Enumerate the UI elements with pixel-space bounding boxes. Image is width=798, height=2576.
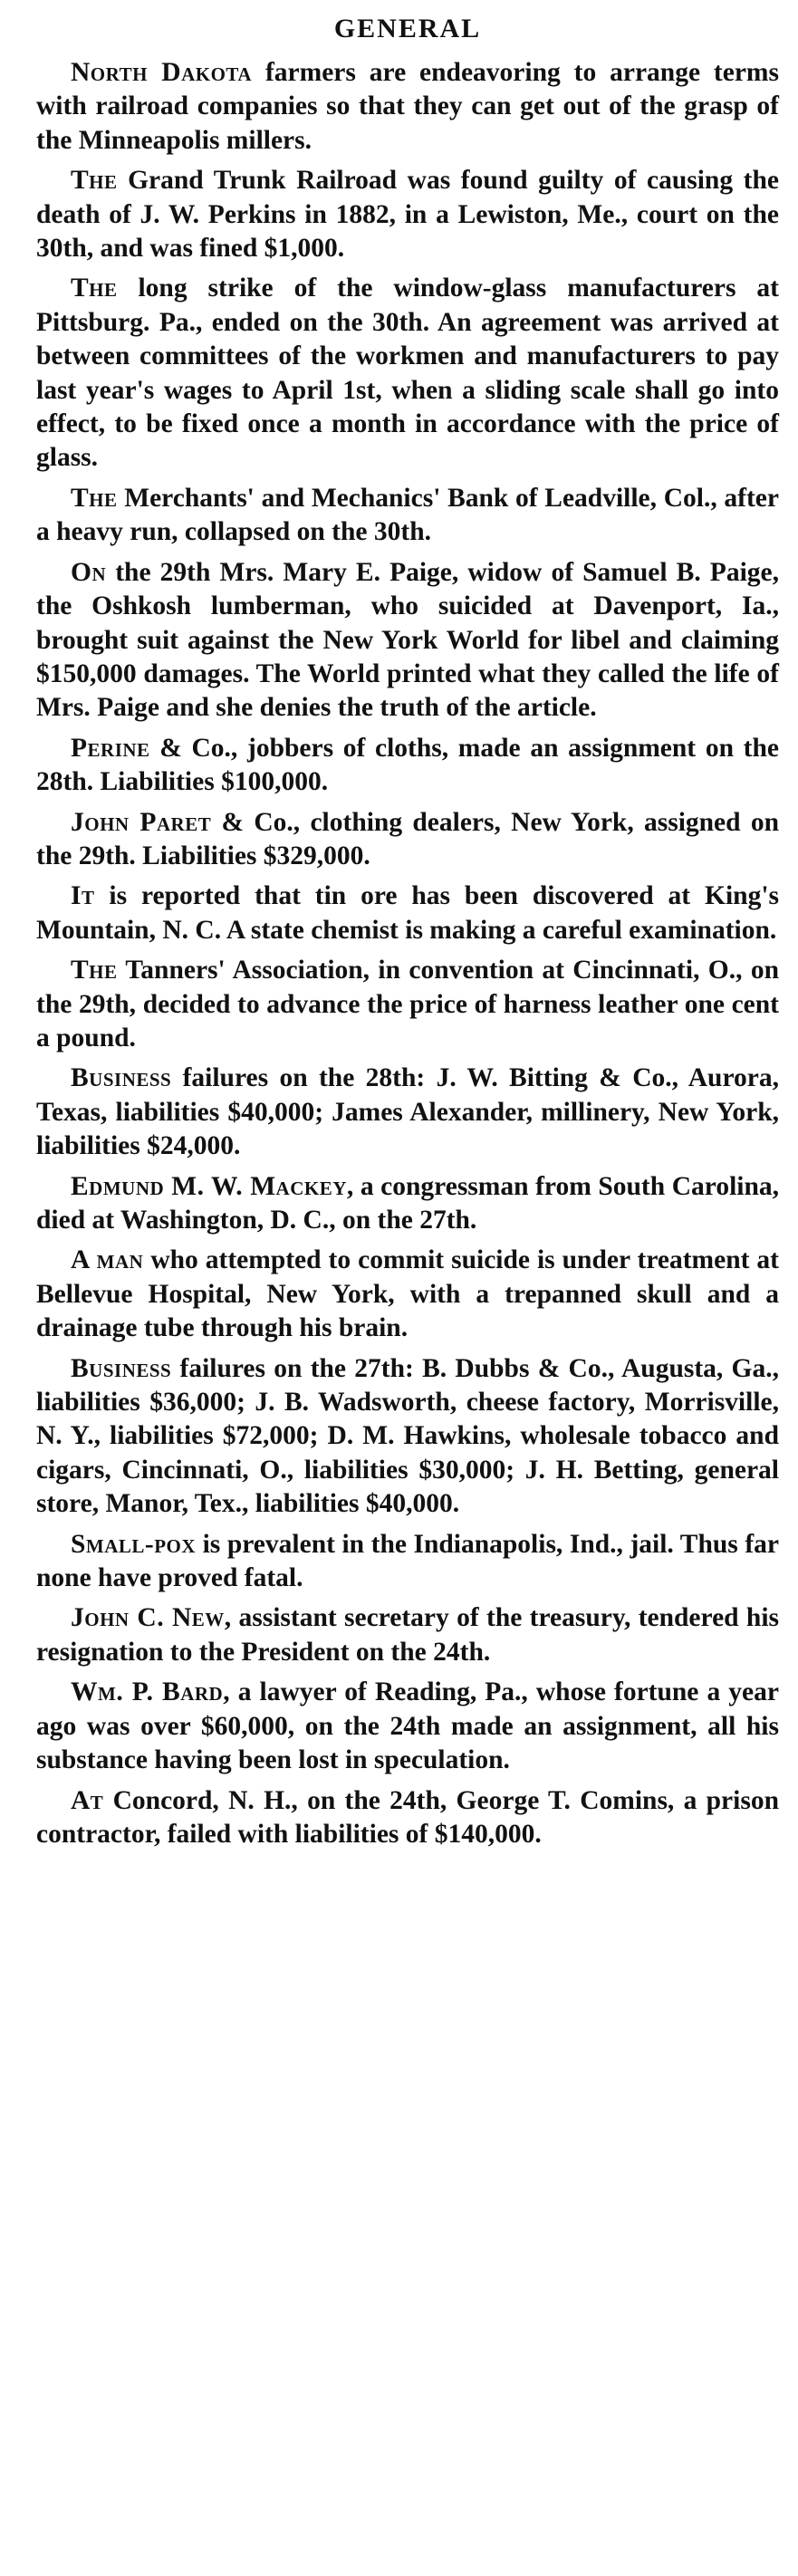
news-item-paige-libel: [36, 556, 779, 726]
news-item-tanners: [36, 954, 779, 1055]
news-column: [36, 13, 779, 1858]
news-item-paret: [36, 806, 779, 874]
news-item-bard: [36, 1676, 779, 1777]
item-lead: At: [71, 1785, 104, 1815]
item-text: & Co., clothing dealers, New York, assigned on the 29th. Liabilities $329,000.: [36, 807, 779, 870]
item-text: Merchants' and Mechanics' Bank of Leadville, Col., after a heavy run, collapsed on the 30th.: [36, 483, 779, 547]
item-lead: The: [71, 956, 118, 985]
news-item-failures-28th: [36, 1062, 779, 1163]
item-text: is prevalent in the Indianapolis, Ind., jail. Thus far none have proved fatal.: [36, 1529, 779, 1593]
news-item-bellevue: [36, 1244, 779, 1345]
news-item-grand-trunk: [36, 164, 779, 265]
item-text: , a lawyer of Reading, Pa., whose fortune a year ago was over $60,000, on the 24th made an assignment, all his substance having been lost in speculation.: [36, 1677, 779, 1775]
item-text: Concord, N. H., on the 24th, George T. Comins, a prison contractor, failed with liabilities of $140,000.: [36, 1785, 779, 1849]
news-item-leadville-bank: [36, 482, 779, 550]
item-lead: It: [71, 881, 95, 911]
item-text: failures on the 28th: J. W. Bitting & Co., Aurora, Texas, liabilities $40,000; James Alexander, millinery, New York, liabilities $24,000.: [36, 1063, 779, 1161]
item-lead: North Dakota: [71, 58, 253, 87]
item-lead: Business: [71, 1063, 172, 1093]
item-text: is reported that tin ore has been discovered at King's Mountain, N. C. A state chemist is making a careful examination.: [36, 881, 779, 945]
section-heading: GENERAL: [333, 14, 482, 43]
news-item-north-dakota: [36, 56, 779, 158]
item-lead: A man: [71, 1245, 144, 1275]
news-item-failures-27th: [36, 1352, 779, 1522]
item-lead: John Paret: [71, 807, 212, 837]
news-item-tin-ore: [36, 879, 779, 947]
item-text: long strike of the window-glass manufacturers at Pittsburg. Pa., ended on the 30th. An agreement was arrived at between committees of the workmen and manufacturers to pay last year's wages to April 1st, when a sliding scale shall go into effect, to be fixed once a month in accordance with the price of glass.: [36, 274, 779, 473]
news-item-john-new: [36, 1601, 779, 1669]
news-item-glass-strike: [36, 272, 779, 475]
news-item-perine: [36, 732, 779, 800]
item-lead: Edmund M. W. Mackey: [71, 1171, 347, 1201]
item-lead: Wm. P. Bard: [71, 1677, 224, 1707]
item-text: , a congressman from South Carolina, died at Washington, D. C., on the 27th.: [36, 1171, 779, 1235]
item-text: farmers are endeavoring to arrange terms with railroad companies so that they can get out of the grasp of the Minneapolis millers.: [36, 58, 779, 155]
item-lead: Small-pox: [71, 1529, 197, 1559]
item-text: who attempted to commit suicide is under treatment at Bellevue Hospital, New York, with a trepanned skull and a drainage tube through his brain.: [36, 1245, 780, 1343]
item-lead: John C. New: [71, 1603, 225, 1633]
item-text: Grand Trunk Railroad was found guilty of causing the death of J. W. Perkins in 1882, in a Lewiston, Me., court on the 30th, and was fined $1,000.: [36, 166, 779, 264]
item-lead: On: [71, 557, 107, 587]
item-lead: The: [71, 483, 118, 513]
item-lead: Perine: [71, 733, 150, 763]
news-item-small-pox: [36, 1528, 779, 1596]
item-lead: The: [71, 166, 118, 196]
item-lead: The: [71, 274, 118, 303]
news-item-comins: [36, 1784, 779, 1852]
item-lead: Business: [71, 1353, 172, 1383]
news-item-mackey: [36, 1170, 779, 1238]
item-text: the 29th Mrs. Mary E. Paige, widow of Samuel B. Paige, the Oshkosh lumberman, who suicided at Davenport, Ia., brought suit against the New York World for libel and claiming $150,000 damages. The World printed what they called the life of Mrs. Paige and she denies the truth of the article.: [36, 557, 779, 723]
item-text: , assistant secretary of the treasury, tendered his resignation to the President on the 24th.: [36, 1603, 780, 1667]
item-text: Tanners' Association, in convention at Cincinnati, O., on the 29th, decided to advance the price of harness leather one cent a pound.: [36, 956, 779, 1053]
item-text: failures on the 27th: B. Dubbs & Co., Augusta, Ga., liabilities $36,000; J. B. Wadsworth, cheese factory, Morrisville, N. Y., liabilities $72,000; D. M. Hawkins, wholesale tobacco and cigars, Cincinnati, O., liabilities $30,000; J. H. Betting, general store, Manor, Tex., liabilities $40,000.: [36, 1353, 779, 1519]
item-text: & Co., jobbers of cloths, made an assignment on the 28th. Liabilities $100,000.: [36, 733, 779, 797]
